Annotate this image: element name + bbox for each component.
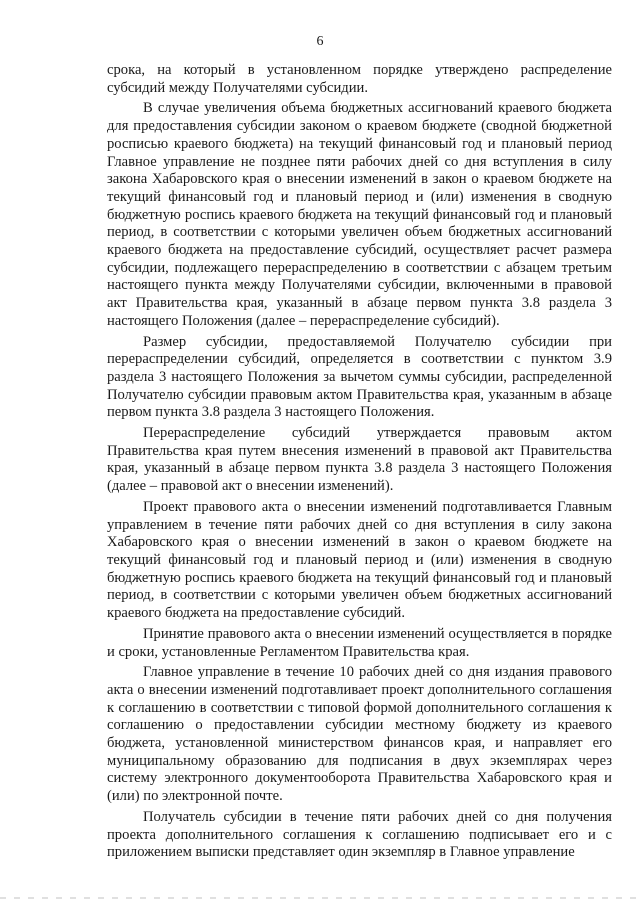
paragraph-recipient-signing: Получатель субсидии в течение пяти рабочих дней со дня получения проекта дополнительного соглашения к соглашению подписывает его и с приложением выписки представляет один экземпляр в Главное управление [107, 808, 612, 861]
paragraph-draft-act: Проект правового акта о внесении изменений подготавливается Главным управлением в течение пяти рабочих дней со дня вступления в силу закона Хабаровского края о внесении изменений в закон о краевом бюджете на текущий финансовый год и плановый период и (или) изменения в сводную бюджетную роспись краевого бюджета на текущий финансовый год и плановый период, в соответствии с которыми увеличен объем бюджетных ассигнований краевого бюджета на предоставление субсидий. [107, 498, 612, 622]
page-number: 6 [316, 34, 324, 49]
scan-edge-artifact [0, 897, 640, 899]
paragraph-budget-increase: В случае увеличения объема бюджетных ассигнований краевого бюджета для предоставления субсидии законом о краевом бюджете (сводной бюджетной росписью краевого бюджета) на текущий финансовый год и плановый период Главное управление не позднее пяти рабочих дней со дня вступления в силу закона Хабаровского края о внесении изменений в закон о краевом бюджете на текущий финансовый год и плановый период и (или) изменения в сводную бюджетную роспись краевого бюджета на текущий финансовый год и плановый период, в соответствии с которыми увеличен объем бюджетных ассигнований краевого бюджета на предоставление субсидий, осуществляет расчет размера субсидии, подлежащего перераспределению в соответствии с абзацем третьим настоящего пункта между Получателями субсидии, включенными в правовой акт Правительства края, указанный в абзаце первом пункта 3.8 раздела 3 настоящего Положения (далее – перераспределение субсидий). [107, 100, 612, 329]
paragraph-act-adoption: Принятие правового акта о внесении изменений осуществляется в порядке и сроки, установленные Регламентом Правительства края. [107, 625, 612, 660]
paragraph-redistribution-approval: Перераспределение субсидий утверждается правовым актом Правительства края путем внесения изменений в правовой акт Правительства края, указанный в абзаце первом пункта 3.8 раздела 3 настоящего Положения (далее – правовой акт о внесении изменений). [107, 425, 612, 495]
paragraph-subsidy-size: Размер субсидии, предоставляемой Получателю субсидии при перераспределении субсидий, определяется в соответствии с пунктом 3.9 раздела 3 настоящего Положения за вычетом суммы субсидии, распределенной Получателю субсидии правовым актом Правительства края, указанным в абзаце первом пункта 3.8 раздела 3 настоящего Положения. [107, 333, 612, 421]
paragraph-continuation: срока, на который в установленном порядке утверждено распределение субсидий между Получателями субсидии. [107, 62, 612, 96]
paragraph-supplementary-agreement: Главное управление в течение 10 рабочих дней со дня издания правового акта о внесении изменений подготавливает проект дополнительного соглашения к соглашению в соответствии с типовой формой дополнительного соглашения к соглашению о предоставлении субсидии местному бюджету из краевого бюджета, установленной министерством финансов края, и направляет его муниципальному образованию для подписания в двух экземплярах через систему электронного документооборота Правительства Хабаровского края и (или) по электронной почте. [107, 664, 612, 805]
document-body [107, 62, 612, 865]
